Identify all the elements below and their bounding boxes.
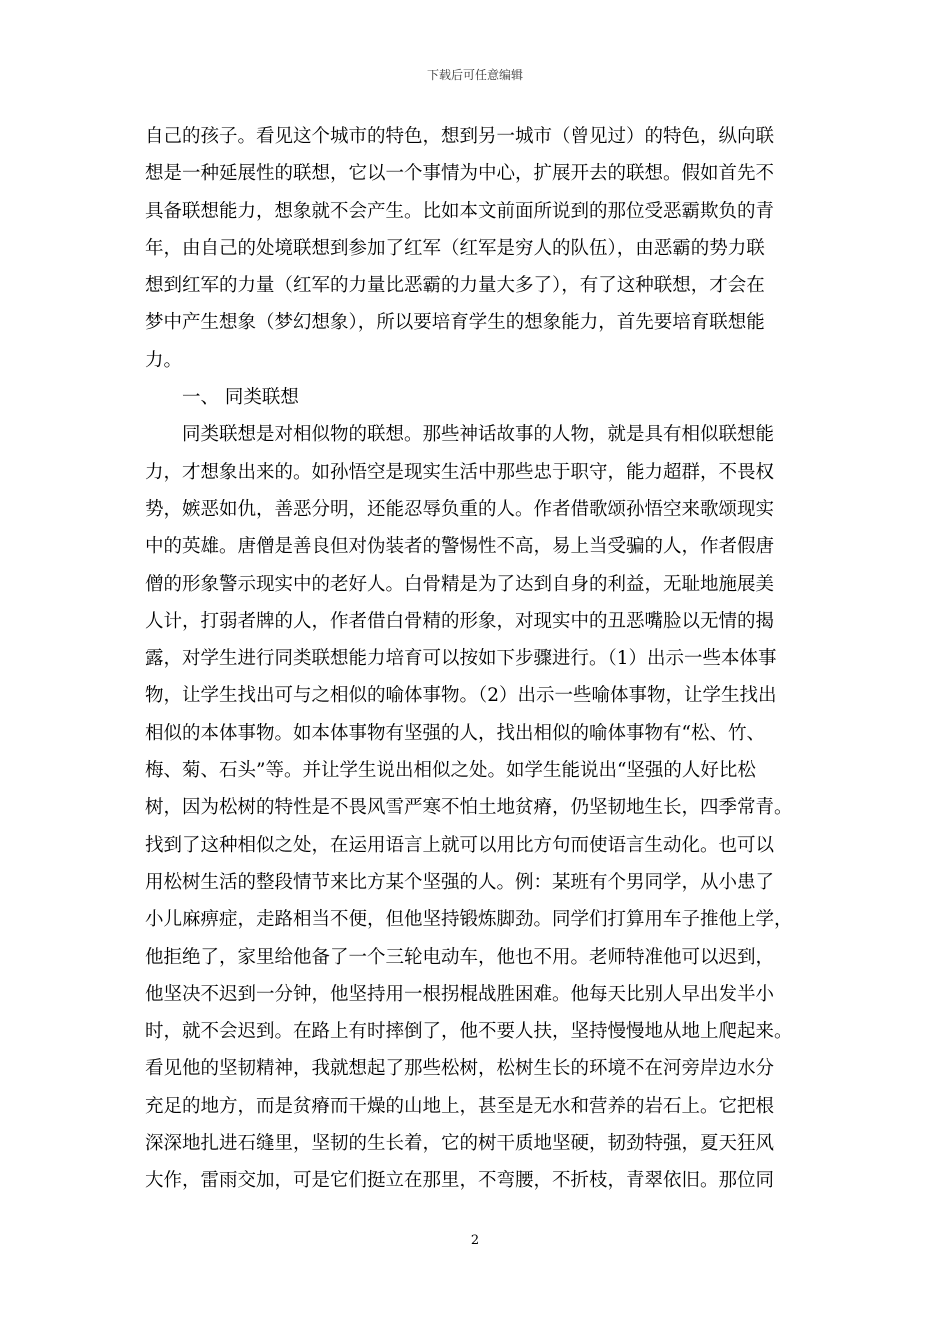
text-line: 梦中产生想象（梦幻想象），所以要培育学生的想象能力，首先要培育联想能 — [145, 312, 765, 334]
page-number: 2 — [470, 1233, 480, 1248]
text-line: 小儿麻痹症，走路相当不便，但他坚持锻炼脚劲。同学们打算用车子推他上学， — [145, 909, 793, 931]
text-line: 相似的本体事物。如本体事物有坚强的人，找出相似的喻体事物有“松、竹、 — [145, 722, 765, 744]
text-line: 找到了这种相似之处，在运用语言上就可以用比方句而使语言生动化。也可以 — [145, 834, 775, 856]
text-line: 想是一种延展性的联想，它以一个事情为中心，扩展开去的联想。假如首先不 — [145, 163, 775, 185]
text-line: 用松树生活的整段情节来比方某个坚强的人。例：某班有个男同学，从小患了 — [145, 871, 775, 893]
text-line: 僧的形象警示现实中的老好人。白骨精是为了达到自身的利益，无耻地施展美 — [145, 573, 775, 595]
section-heading: 一、 同类联想 — [182, 387, 299, 409]
text-line: 梅、菊、石头”等。并让学生说出相似之处。如学生能说出“坚强的人好比松 — [145, 760, 756, 782]
text-line: 树，因为松树的特性是不畏风雪严寒不怕土地贫瘠，仍坚韧地生长，四季常青。 — [145, 797, 793, 819]
text-line: 力，才想象出来的。如孙悟空是现实生活中那些忠于职守，能力超群，不畏权 — [145, 461, 775, 483]
page-header: 下载后可任意编辑 — [426, 68, 523, 82]
text-line: 势，嫉恶如仇，善恶分明，还能忍辱负重的人。作者借歌颂孙悟空来歌颂现实 — [145, 498, 775, 520]
text-line: 物，让学生找出可与之相似的喻体事物。（2）出示一些喻体事物，让学生找出 — [145, 685, 777, 707]
text-line: 具备联想能力，想象就不会产生。比如本文前面所说到的那位受恶霸欺负的青 — [145, 200, 775, 222]
text-line: 他坚决不迟到一分钟，他坚持用一根拐棍战胜困难。他每天比别人早出发半小 — [145, 983, 775, 1005]
text-line: 人计，打弱者牌的人，作者借白骨精的形象，对现实中的丑恶嘴脸以无情的揭 — [145, 610, 775, 632]
text-line: 想到红军的力量（红军的力量比恶霸的力量大多了），有了这种联想，才会在 — [145, 275, 765, 297]
text-line: 大作，雷雨交加，可是它们挺立在那里，不弯腰，不折枝，青翠依旧。那位同 — [145, 1170, 775, 1192]
text-line: 露，对学生进行同类联想能力培育可以按如下步骤进行。（1）出示一些本体事 — [145, 648, 777, 670]
text-line: 同类联想是对相似物的联想。那些神话故事的人物，就是具有相似联想能 — [182, 424, 775, 446]
text-line: 自己的孩子。看见这个城市的特色，想到另一城市（曾见过）的特色，纵向联 — [145, 126, 775, 147]
text-line: 时，就不会迟到。在路上有时摔倒了，他不要人扶，坚持慢慢地从地上爬起来。 — [145, 1021, 793, 1043]
text-line: 看见他的坚韧精神，我就想起了那些松树，松树生长的环境不在河旁岸边水分 — [145, 1058, 775, 1080]
text-line: 充足的地方，而是贫瘠而干燥的山地上，甚至是无水和营养的岩石上。它把根 — [145, 1095, 775, 1117]
text-line: 他拒绝了，家里给他备了一个三轮电动车，他也不用。老师特准他可以迟到， — [145, 946, 775, 968]
text-line: 年，由自己的处境联想到参加了红军（红军是穷人的队伍），由恶霸的势力联 — [145, 237, 765, 259]
text-line: 力。 — [145, 349, 183, 371]
text-line: 深深地扎进石缝里，坚韧的生长着，它的树干质地坚硬，韧劲特强，夏天狂风 — [145, 1133, 775, 1155]
document-body — [145, 118, 805, 1200]
text-line: 中的英雄。唐僧是善良但对伪装者的警惕性不高，易上当受骗的人，作者假唐 — [145, 536, 775, 558]
